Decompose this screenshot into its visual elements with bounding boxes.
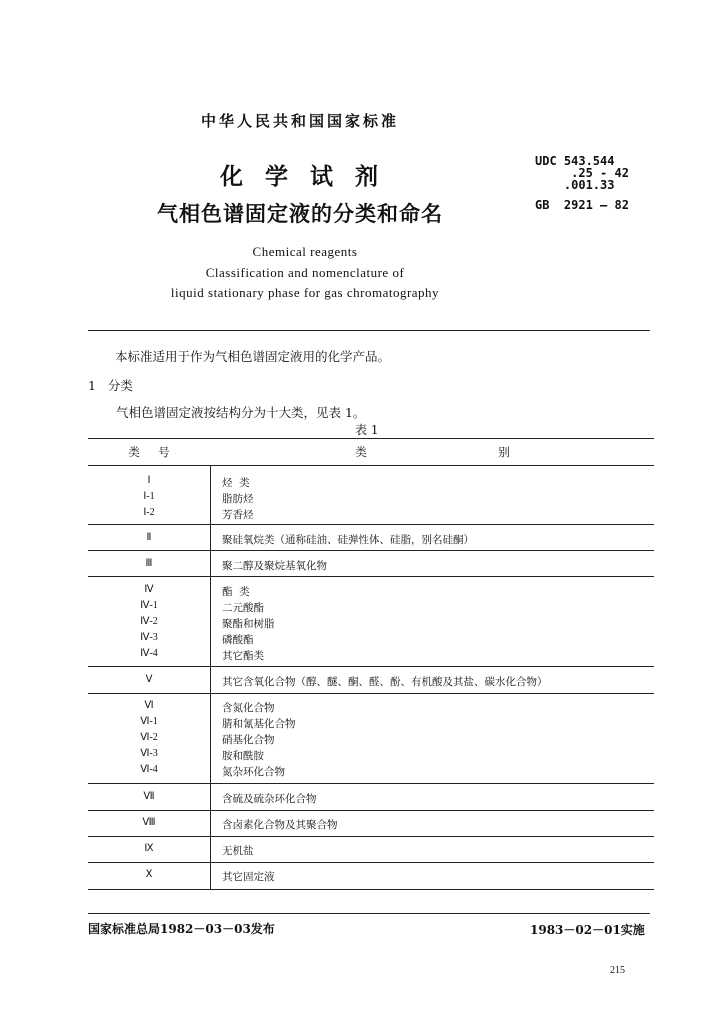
table-row-code: Ⅵ-2	[140, 732, 158, 743]
table-row-code: Ⅳ	[144, 584, 154, 595]
table-header-rule	[88, 465, 654, 466]
table-top-rule	[88, 438, 654, 439]
table-row-desc: 腈和氰基化合物	[222, 718, 296, 730]
table-row-desc: 聚二醇及聚烷基氧化物	[222, 560, 327, 572]
udc-line-2: .25 - 42	[535, 166, 629, 180]
table-group-rule	[88, 550, 654, 551]
table-column-divider	[210, 465, 211, 890]
table-row-desc: 聚酯和树脂	[222, 618, 275, 630]
table-header-code: 类 号	[128, 445, 170, 459]
table-row-desc: 胺和酰胺	[222, 750, 264, 762]
table-row-desc: 硝基化合物	[222, 734, 275, 746]
table-row-desc: 含硫及硫杂环化合物	[222, 793, 317, 805]
table-row-desc: 含氮化合物	[222, 702, 275, 714]
table-row-code: Ⅳ-3	[140, 632, 158, 643]
table-row-desc: 磷酸酯	[222, 634, 254, 646]
intro-paragraph: 本标准适用于作为气相色谱固定液用的化学产品。	[115, 349, 391, 364]
table-row-desc: 无机盐	[222, 845, 254, 857]
table-row-desc: 二元酸酯	[222, 602, 264, 614]
table-bottom-rule	[88, 889, 654, 890]
table-row-code: Ⅶ	[143, 791, 155, 802]
document-title-cn: 化学试剂	[220, 163, 400, 190]
table-row-code: Ⅳ-2	[140, 616, 158, 627]
table-row-desc: 脂肪烃	[222, 493, 254, 505]
table-group-rule	[88, 783, 654, 784]
table-row-code: Ⅳ-4	[140, 648, 158, 659]
table-row-desc: 含卤素化合物及其聚合物	[222, 819, 338, 831]
table-group-rule	[88, 862, 654, 863]
table-group-rule	[88, 576, 654, 577]
table-row-code: Ⅵ-3	[140, 748, 158, 759]
udc-line-1: UDC 543.544	[535, 154, 615, 168]
table-row-desc: 聚硅氧烷类（通称硅油、硅弹性体、硅脂，别名硅酮）	[222, 534, 474, 546]
section-heading: 1 分类	[88, 378, 133, 393]
page-number: 215	[610, 965, 625, 976]
footer-divider	[88, 913, 650, 914]
table-row-code: Ⅱ	[146, 532, 152, 543]
table-row-desc: 其它固定液	[222, 871, 275, 883]
section-paragraph: 气相色谱固定液按结构分为十大类，见表 1。	[116, 405, 366, 420]
table-row-code: Ⅰ-1	[143, 491, 155, 502]
table-row-code: Ⅴ	[145, 674, 153, 685]
table-row-desc: 芳香烃	[222, 509, 254, 521]
udc-code	[535, 155, 629, 191]
table-row-code: Ⅸ	[144, 843, 154, 854]
table-row-code: Ⅹ	[145, 869, 153, 880]
document-title-en-3: liquid stationary phase for gas chromatography	[170, 285, 440, 300]
table-row-desc: 其它含氧化合物（醇、醚、酮、醛、酚、有机酸及其盐、碳水化合物）	[222, 676, 548, 688]
table-row-code: Ⅵ	[144, 700, 154, 711]
table-row-desc: 氮杂环化合物	[222, 766, 285, 778]
table-group-rule	[88, 836, 654, 837]
table-row-code: Ⅵ-4	[140, 764, 158, 775]
table-group-rule	[88, 524, 654, 525]
table-row-code: Ⅵ-1	[140, 716, 158, 727]
table-row-desc: 烃 类	[222, 477, 250, 489]
table-group-rule	[88, 810, 654, 811]
table-row-code: Ⅷ	[142, 817, 156, 828]
table-group-rule	[88, 693, 654, 694]
table-row-code: Ⅰ-2	[143, 507, 155, 518]
table-header-category: 类 别	[355, 445, 510, 459]
header-divider	[88, 330, 650, 331]
table-row-desc: 其它酯类	[222, 650, 264, 662]
document-subtitle-cn: 气相色谱固定液的分类和命名	[157, 201, 443, 226]
table-row-code: Ⅲ	[145, 558, 153, 569]
standard-body-title: 中华人民共和国国家标准	[200, 112, 399, 130]
table-row-code: Ⅰ	[147, 475, 151, 486]
document-title-en-1: Chemical reagents	[252, 244, 358, 259]
effective-date: 1983－02－01实施	[530, 923, 645, 937]
udc-line-3: .001.33	[535, 178, 615, 192]
table-row-code: Ⅳ-1	[140, 600, 158, 611]
issue-date: 国家标准总局1982－03－03发布	[88, 922, 275, 936]
gb-code: GB 2921 — 82	[535, 198, 629, 212]
table-group-rule	[88, 666, 654, 667]
document-title-en-2: Classification and nomenclature of	[205, 265, 405, 280]
table-caption: 表 1	[355, 423, 379, 437]
table-row-desc: 酯 类	[222, 586, 250, 598]
